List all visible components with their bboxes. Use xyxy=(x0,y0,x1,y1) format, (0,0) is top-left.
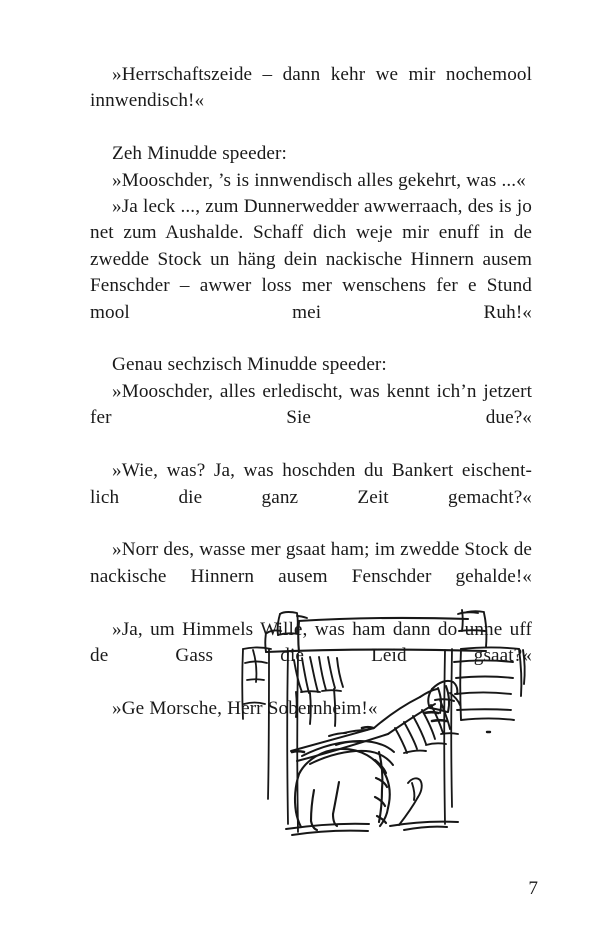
paragraph: »Wie, was? Ja, was hoschden du Bankert eischent-lich die ganz Zeit gemacht?« xyxy=(90,460,532,508)
paragraph: Genau sechzisch Minudde speeder: xyxy=(112,354,387,376)
window-lintel xyxy=(266,618,486,652)
window-jamb-left xyxy=(287,652,298,832)
paragraph: »Mooschder, alles erledischt, was kennt ich’n jetzert fer Sie due?« xyxy=(90,380,532,429)
left-shutter xyxy=(242,648,271,800)
paragraph: »Ja, um Himmels Wille, was ham dann do unne uff de Gass die Leid gsaat?« xyxy=(90,618,532,666)
ink-accents xyxy=(292,712,446,752)
paragraph: »Herrschaftszeide – dann kehr we mir nochemool innwendisch!« xyxy=(90,64,532,112)
page-number: 7 xyxy=(528,877,538,899)
paragraph: »Ja leck ..., zum Dunnerwedder awwerraach, des is jo net zum Aushalde. Schaff dich weje mir enuff in de zwedde Stock un häng dein nackische Hinnern ausem Fenschder – awwer loss mer wenschens fer e Stund mool mei Ruh!« xyxy=(90,196,532,323)
upper-shutter-right-tab xyxy=(458,610,486,647)
window-opening-hatching xyxy=(294,657,343,726)
paragraph: »Ge Morsche, Herr Sobernheim!« xyxy=(112,697,378,719)
pen-and-ink-sketch-figure-leaning-out-of-window xyxy=(236,592,532,854)
window-jamb-right xyxy=(444,649,452,824)
paragraph: »Norr des, wasse mer gsaat ham; im zwedde Stock de nackische Hinnern ausem Fenschder gehalde!« xyxy=(90,539,533,587)
hanging-cloth-strokes xyxy=(375,752,387,823)
paragraph: »Mooschder, ’s is innwendisch alles gekehrt, was ...« xyxy=(112,169,526,191)
paragraph: Zeh Minudde speeder: xyxy=(112,143,287,165)
dangling-strand xyxy=(399,778,422,825)
upper-shutter-panel xyxy=(265,612,307,652)
right-shutter xyxy=(454,648,525,721)
